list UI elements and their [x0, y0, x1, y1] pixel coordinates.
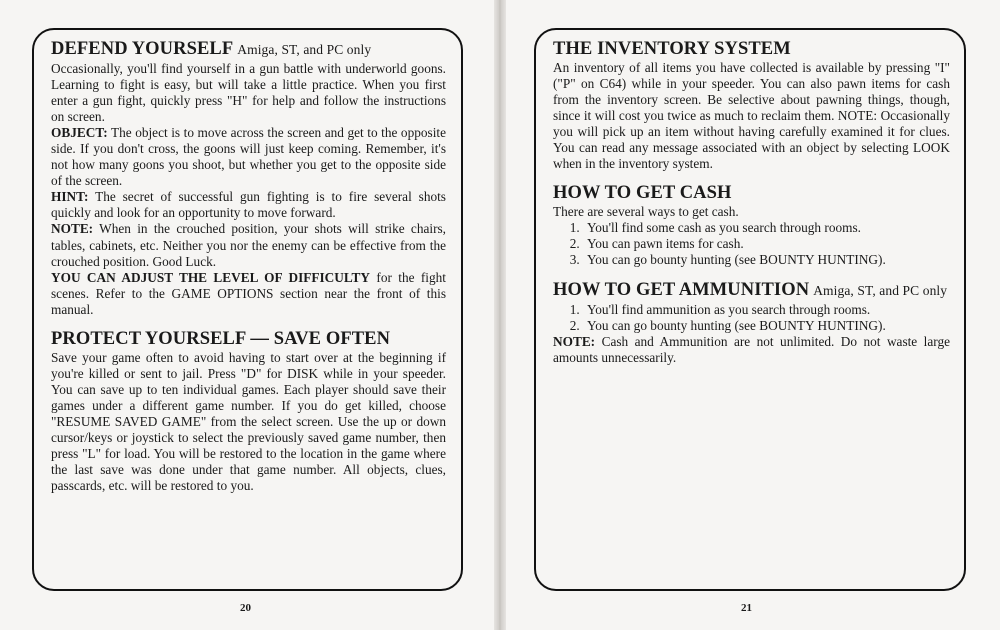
ammunition-title: HOW TO GET AMMUNITION: [553, 279, 810, 300]
cash-intro: There are several ways to get cash.: [553, 204, 739, 220]
list-item: 3. You can go bounty hunting (see BOUNTY HUNTING).: [583, 252, 950, 268]
cash-list: [553, 220, 950, 268]
cash-heading: HOW TO GET CASH: [553, 183, 732, 204]
ammo-note-label: NOTE:: [553, 333, 596, 349]
object-text: The object is to move across the screen and get to the opposite side. If you don't cross, the goons will just keep coming. Remember, it's not how many goons you shoot, but whether you get to the opposite side of the screen.: [51, 125, 446, 189]
list-item: 1. You'll find some cash as you search through rooms.: [583, 220, 950, 236]
cash-section: [553, 182, 950, 268]
right-page-content: [553, 38, 950, 376]
ammunition-note-paragraph: [553, 334, 950, 366]
defend-note-paragraph: [51, 221, 446, 269]
note-label: NOTE:: [51, 221, 94, 237]
defend-intro: Occasionally, you'll find yourself in a gun battle with underworld goons. Learning to fight is easy, but will take a little practice. When you first enter a gun fight, quickly press "H" for help and follow the instructions on screen.: [51, 61, 446, 125]
protect-yourself-section: [51, 328, 446, 494]
defend-hint-paragraph: [51, 189, 446, 221]
list-item: 2. You can pawn items for cash.: [583, 236, 950, 252]
defend-yourself-heading: [51, 38, 446, 61]
page-number-right: 21: [741, 602, 752, 614]
difficulty-label: YOU CAN ADJUST THE LEVEL OF DIFFICULTY: [51, 269, 371, 285]
ammunition-list: [553, 302, 950, 334]
inventory-body: An inventory of all items you have collected is available by pressing "I" ("P" on C64) while in your speeder. You can also pawn items for cash from the inventory screen. Be selective about pawning things, though, since it will cost you twice as much to reclaim them. NOTE: Occasionally you will pick up an item without having carefully examined it for clues. You can read any message associated with an object by selecting LOOK when in the inventory system.: [553, 60, 950, 172]
list-item: 2. You can go bounty hunting (see BOUNTY HUNTING).: [583, 318, 950, 334]
difficulty-text: for the fight scenes. Refer to the GAME OPTIONS section near the front of this manual.: [51, 269, 446, 317]
ammunition-heading: [553, 279, 950, 302]
hint-text: The secret of successful gun fighting is to fire several shots quickly and look for an opportunity to move forward.: [51, 189, 446, 221]
note-text: When in the crouched position, your shots will strike chairs, tables, cabinets, etc. Neither you nor the enemy can be effective from the crouched position. Good Luck.: [51, 221, 446, 269]
protect-yourself-heading: PROTECT YOURSELF — SAVE OFTEN: [51, 328, 391, 349]
list-item: 1. You'll find ammunition as you search through rooms.: [583, 302, 950, 318]
defend-yourself-title: DEFEND YOURSELF: [51, 39, 234, 59]
inventory-section: [553, 38, 950, 172]
ammunition-platforms: Amiga, ST, and PC only: [813, 282, 948, 298]
ammo-note-text: Cash and Ammunition are not unlimited. Do not waste large amounts unnecessarily.: [553, 333, 950, 365]
left-page-content: [51, 38, 446, 504]
inventory-heading: THE INVENTORY SYSTEM: [553, 39, 791, 59]
hint-label: HINT:: [51, 189, 89, 205]
defend-yourself-section: [51, 38, 446, 318]
defend-object-paragraph: [51, 125, 446, 189]
protect-body: Save your game often to avoid having to start over at the beginning if you're killed or sent to jail. Press "D" for DISK while in your speeder. You can save up to ten individual games. Each player should save their games under a different game number. If you do get killed, choose "RESUME SAVED GAME" from the select screen. Use the up or down cursor/keys or joystick to select the previously saved game number, then press "L" for load. You will be restored to the location in the game where the last save was done under that game number. All objects, clues, passcards, etc. will be restored to you.: [51, 349, 446, 494]
defend-difficulty-paragraph: [51, 270, 446, 318]
book-gutter: [494, 0, 506, 630]
ammunition-section: [553, 279, 950, 366]
defend-yourself-platforms: Amiga, ST, and PC only: [237, 42, 372, 57]
object-label: OBJECT:: [51, 125, 108, 141]
page-number-left: 20: [240, 602, 251, 614]
